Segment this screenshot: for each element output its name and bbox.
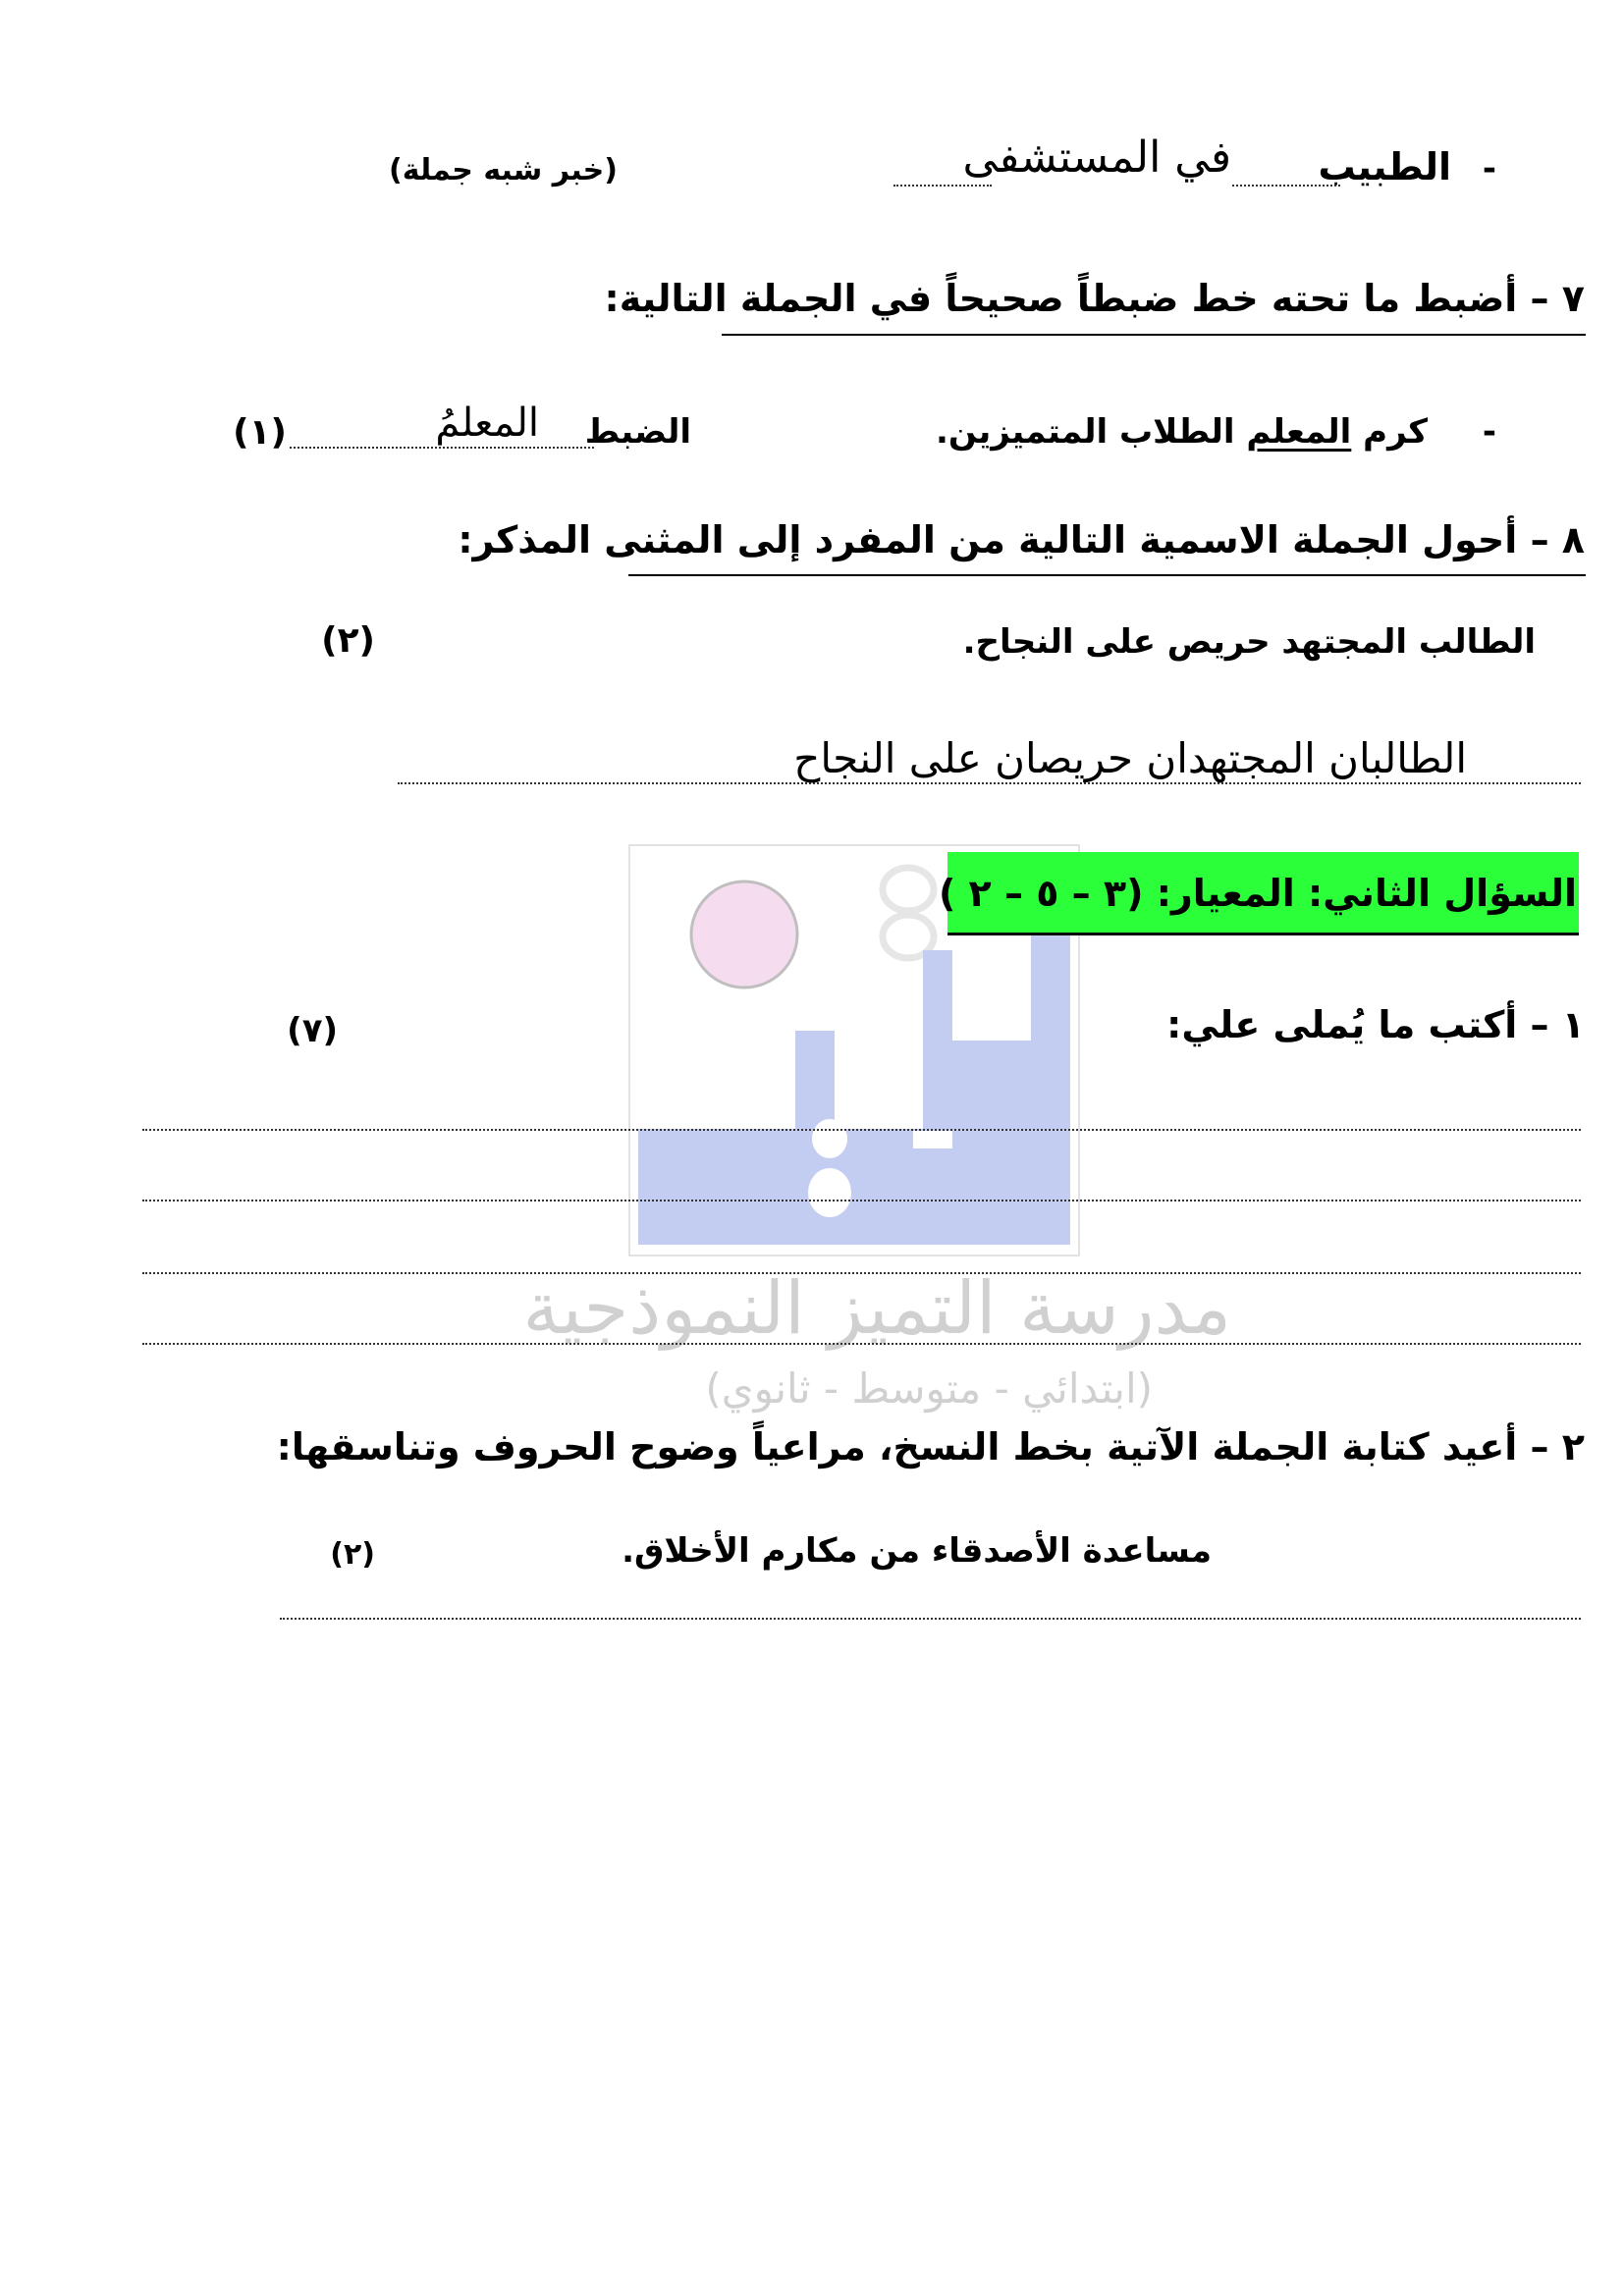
q7-sentence-underlined: المعلم	[1246, 412, 1352, 452]
s2q1-writing-line-1[interactable]	[142, 1129, 1581, 1131]
line1-subject: الطبيب	[1318, 145, 1451, 188]
q7-answer[interactable]: المعلمُ	[435, 400, 539, 446]
q7-sentence-post: الطلاب المتميزين.	[935, 412, 1235, 452]
q8-answer[interactable]: الطالبان المجتهدان حريصان على النجاح	[793, 734, 1467, 782]
watermark-school-name: مدرسة التميز النموذجية	[522, 1266, 1231, 1351]
q8-marks: (٢)	[321, 620, 375, 661]
q7-marks: (١)	[233, 412, 287, 453]
line1-dash: -	[1482, 149, 1496, 188]
s2q2-heading: ٢ – أعيد كتابة الجملة الآتية بخط النسخ، مراعياً وضوح الحروف وتناسقها:	[276, 1425, 1585, 1468]
q7-label: الضبط	[584, 412, 691, 452]
s2q1-writing-line-3[interactable]	[142, 1272, 1581, 1274]
s2q2-writing-line[interactable]	[280, 1618, 1581, 1620]
q7-heading-underline	[722, 334, 1586, 336]
q8-sentence: الطالب المجتهد حريص على النجاح.	[962, 622, 1536, 662]
line1-answer-line-a	[1232, 185, 1340, 187]
s2q2-marks: (٢)	[330, 1537, 375, 1572]
q8-heading-underline	[628, 574, 1586, 576]
q7-dash: -	[1482, 412, 1496, 452]
q7-sentence	[936, 412, 1428, 452]
line1-hint: (خبر شبه جملة)	[389, 153, 618, 187]
q8-answer-line	[398, 782, 1581, 784]
watermark-levels: (ابتدائي - متوسط - ثانوي)	[705, 1364, 1153, 1413]
s2q1-marks: (٧)	[287, 1011, 338, 1050]
q8-heading: ٨ – أحول الجملة الاسمية التالية من المفرد إلى المثنى المذكر:	[458, 518, 1585, 561]
q7-heading: ٧ – أضبط ما تحته خط ضبطاً صحيحاً في الجملة التالية:	[604, 277, 1585, 320]
q7-sentence-pre: كرم	[1363, 412, 1428, 452]
s2q2-sentence: مساعدة الأصدقاء من مكارم الأخلاق.	[622, 1531, 1212, 1571]
line1-answer[interactable]: في المستشفى	[962, 133, 1231, 183]
line1-answer-line-b	[893, 185, 992, 187]
section2-title: السؤال الثاني: المعيار: (٣ – ٥ – ٢ )	[938, 872, 1577, 915]
q7-answer-line	[290, 447, 594, 449]
s2q1-writing-line-4[interactable]	[142, 1343, 1581, 1345]
s2q1-heading: ١ – أكتب ما يُملى علي:	[1166, 1003, 1585, 1046]
s2q1-writing-line-2[interactable]	[142, 1200, 1581, 1201]
